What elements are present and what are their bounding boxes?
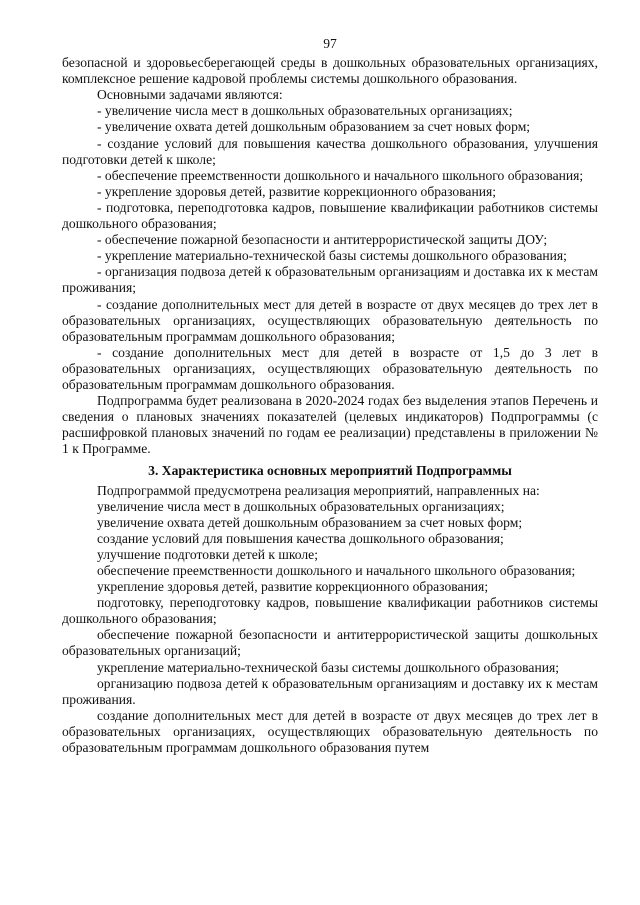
list-item: - обеспечение преемственности дошкольного и начального школьного образования;	[97, 167, 584, 183]
list-item: увеличение числа мест в дошкольных образовательных организациях;	[97, 498, 505, 514]
tasks-list	[62, 103, 598, 393]
list-item: увеличение охвата детей дошкольным образованием за счет новых форм;	[97, 514, 523, 530]
period-paragraph: Подпрограмма будет реализована в 2020-2024 годах без выделения этапов Перечень и сведения о плановых значениях показателей (целевых индикаторов) Подпрограммы (с расшифровкой плановых значений по годам ее реализации) представлены в приложении № 1 к Программе.	[62, 393, 598, 457]
measures-list	[62, 499, 598, 757]
list-item: - создание дополнительных мест для детей в возрасте от двух месяцев до трех лет в образовательных организациях, осуществляющих образовательную деятельность по образовательным программам дошкольного образования;	[62, 296, 598, 344]
list-item: обеспечение пожарной безопасности и антитеррористической защиты дошкольных образовательных организаций;	[62, 627, 598, 659]
list-item: укрепление материально-технической базы системы дошкольного образования;	[97, 659, 560, 675]
list-item: - укрепление здоровья детей, развитие коррекционного образования;	[97, 183, 497, 199]
list-item: организацию подвоза детей к образовательным организациям и доставку их к местам проживания.	[62, 675, 598, 707]
list-item: создание условий для повышения качества дошкольного образования;	[97, 530, 504, 546]
list-item: - обеспечение пожарной безопасности и антитеррористической защиты ДОУ;	[97, 232, 548, 248]
list-item: подготовку, переподготовку кадров, повышение квалификации работников системы дошкольного образования;	[62, 595, 598, 627]
list-item: - увеличение охвата детей дошкольным образованием за счет новых форм;	[97, 119, 531, 135]
list-item: - создание условий для повышения качества дошкольного образования, улучшения подготовки детей к школе;	[62, 135, 598, 167]
list-item: укрепление здоровья детей, развитие коррекционного образования;	[97, 579, 489, 595]
list-item: - организация подвоза детей к образовательным организациям и доставка их к местам проживания;	[62, 264, 598, 296]
intro-paragraph: безопасной и здоровьесберегающей среды в дошкольных образовательных организациях, комплексное решение кадровой проблемы системы дошкольного образования.	[62, 55, 598, 87]
list-item: - увеличение числа мест в дошкольных образовательных организациях;	[97, 103, 513, 119]
list-item: - укрепление материально-технической базы системы дошкольного образования;	[97, 248, 567, 264]
list-item: обеспечение преемственности дошкольного и начального школьного образования;	[97, 563, 576, 578]
list-item: улучшение подготовки детей к школе;	[97, 546, 318, 562]
section-heading: 3. Характеристика основных мероприятий Подпрограммы	[148, 463, 512, 479]
tasks-intro: Основными задачами являются:	[97, 87, 283, 103]
list-item: - создание дополнительных мест для детей в возрасте от 1,5 до 3 лет в образовательных организациях, осуществляющих образовательную деятельность по образовательным программам дошкольного образования.	[62, 344, 598, 392]
page-number: 97	[323, 36, 337, 51]
list-item: - подготовка, переподготовка кадров, повышение квалификации работников системы дошкольного образования;	[62, 199, 598, 232]
document-page	[62, 36, 598, 756]
list-item: создание дополнительных мест для детей в возрасте от двух месяцев до трех лет в образовательных организациях, осуществляющих образовательную деятельность по образовательным программам дошкольного образования путем	[62, 707, 598, 756]
measures-intro: Подпрограммой предусмотрена реализация мероприятий, направленных на:	[97, 482, 540, 498]
